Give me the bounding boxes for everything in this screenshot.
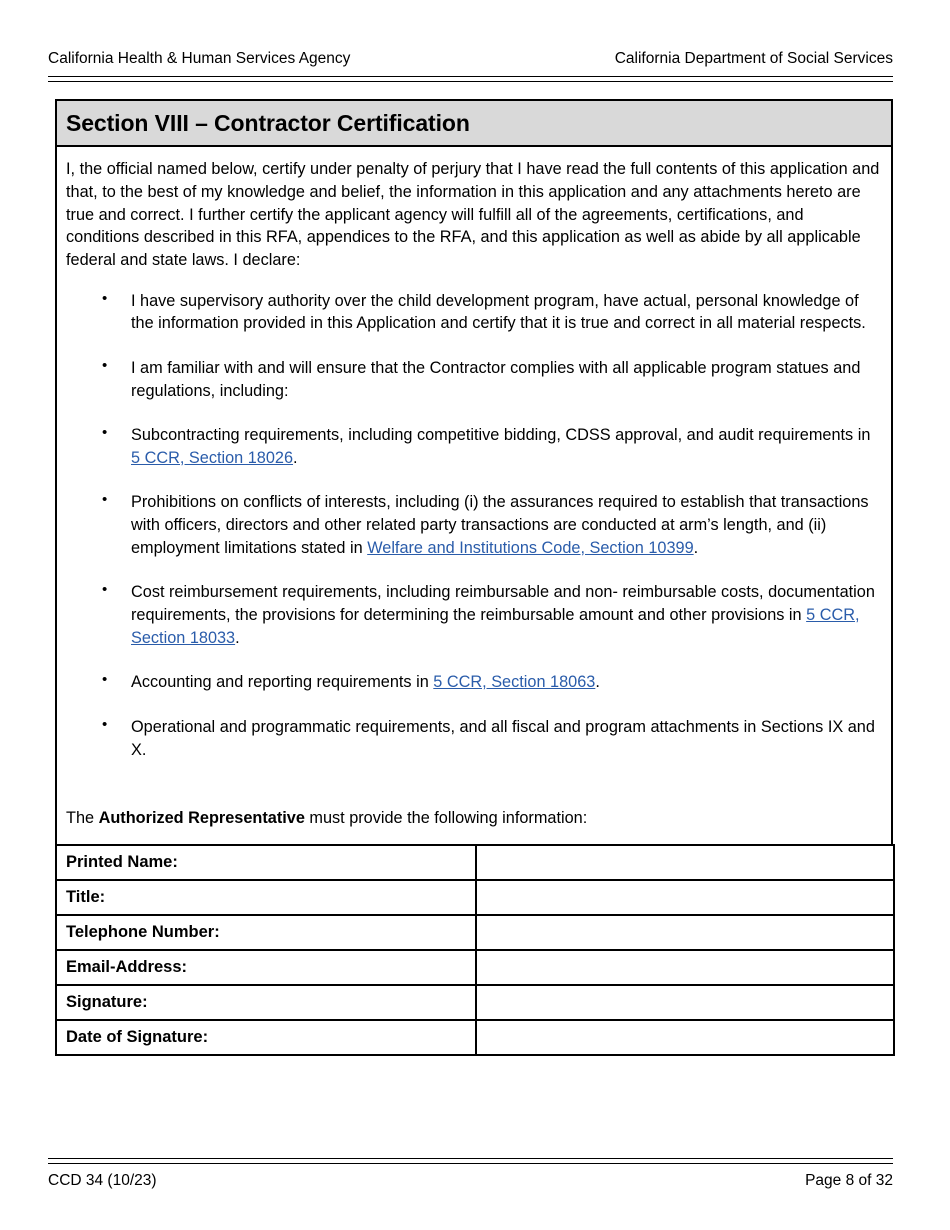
running-header: [48, 50, 893, 68]
signature-form-row: [56, 880, 894, 915]
bullet-text: Subcontracting requirements, including competitive bidding, CDSS approval, and audit requirements in: [131, 426, 871, 445]
list-bottom-spacer: [66, 761, 881, 807]
signature-field-label: Title:: [56, 880, 476, 915]
bullet-text: I have supervisory authority over the child development program, have actual, personal knowledge of the information provided in this Application and certify that it is true and correct in all material respects.: [131, 291, 866, 333]
signature-form-row: [56, 915, 894, 950]
footer-form-number: CCD 34 (10/23): [48, 1172, 157, 1189]
signature-field-label: Signature:: [56, 985, 476, 1020]
signature-form-row: [56, 845, 894, 880]
certification-body: [57, 147, 891, 843]
signature-field-input[interactable]: [476, 1020, 894, 1055]
signature-field-input[interactable]: [476, 985, 894, 1020]
bullet-text: Operational and programmatic requirements, and all fiscal and program attachments in Sections IX and X.: [131, 717, 875, 759]
bullet-text-trailing: .: [595, 673, 600, 692]
bullet-text: Cost reimbursement requirements, including reimbursable and non- reimbursable costs, documentation requirements, the provisions for determining the reimbursable amount and other provisions in: [131, 583, 875, 625]
declaration-bullet-item: [66, 491, 881, 559]
declaration-bullet-item: [66, 357, 881, 402]
footer-divider-rule: [48, 1158, 893, 1164]
bullet-text: Accounting and reporting requirements in: [131, 673, 434, 692]
auth-rep-prefix: The: [66, 809, 99, 828]
bullet-text: I am familiar with and will ensure that the Contractor complies with all applicable program statues and regulations, including:: [131, 358, 861, 400]
bullet-text-trailing: .: [293, 448, 298, 467]
bullet-point-icon: •: [102, 491, 108, 509]
bullet-point-icon: •: [102, 424, 108, 442]
regulation-link[interactable]: 5 CCR, Section 18063: [433, 673, 596, 692]
footer-page-number: Page 8 of 32: [805, 1172, 893, 1189]
header-agency-right: California Department of Social Services: [614, 50, 893, 67]
bullet-point-icon: •: [102, 289, 108, 307]
signature-form-row: [56, 1020, 894, 1055]
signature-form-body: [56, 845, 894, 1055]
bullet-text-trailing: .: [693, 538, 699, 557]
declaration-bullet-item: [66, 716, 881, 761]
declaration-bullet-item: [66, 290, 881, 335]
bullet-point-icon: •: [102, 671, 108, 689]
signature-field-label: Printed Name:: [56, 845, 476, 880]
certification-content-box: [55, 99, 893, 846]
signature-form-row: [56, 985, 894, 1020]
bullet-text-trailing: .: [235, 628, 240, 647]
regulation-link[interactable]: Welfare and Institutions Code, Section 10399: [367, 538, 694, 557]
header-agency-left: California Health & Human Services Agency: [48, 50, 351, 67]
authorized-representative-instruction: [66, 807, 881, 830]
auth-rep-suffix: must provide the following information:: [304, 809, 588, 828]
signature-field-input[interactable]: [476, 950, 894, 985]
regulation-link[interactable]: 5 CCR, Section 18026: [131, 448, 294, 467]
running-footer: [48, 1172, 893, 1190]
regulation-link[interactable]: 5 CCR, Section 18033: [131, 606, 860, 647]
bullet-point-icon: •: [102, 581, 108, 599]
declaration-bullet-item: [66, 424, 881, 469]
certification-intro-paragraph: I, the official named below, certify under penalty of perjury that I have read the full contents of this application and that, to the best of my knowledge and belief, the information in this application and any attachments hereto are true and correct. I further certify the applicant agency will fulfill all of the agreements, certifications, and conditions described in this RFA, appendices to the RFA, and this application as well as abide by all applicable federal and state laws. I declare:: [66, 160, 880, 269]
signature-field-label: Telephone Number:: [56, 915, 476, 950]
signature-form-row: [56, 950, 894, 985]
auth-rep-emphasis: Authorized Representative: [98, 809, 305, 828]
signature-field-input[interactable]: [476, 880, 894, 915]
declaration-bullet-item: [66, 581, 881, 649]
bullet-point-icon: •: [102, 356, 108, 374]
signature-field-label: Date of Signature:: [56, 1020, 476, 1055]
header-divider-rule: [48, 76, 893, 82]
declaration-bullet-item: [66, 671, 881, 694]
bullet-text: Prohibitions on conflicts of interests, including (i) the assurances required to establish that transactions with officers, directors and other related party transactions are conducted at arm’s length, and (ii) employment limitations stated in: [131, 493, 869, 557]
bullet-point-icon: •: [102, 715, 108, 733]
signature-form-table: [55, 844, 895, 1056]
declaration-bullet-list: [66, 290, 881, 762]
signature-field-input[interactable]: [476, 845, 894, 880]
signature-field-label: Email-Address:: [56, 950, 476, 985]
signature-field-input[interactable]: [476, 915, 894, 950]
section-title-bar: Section VIII – Contractor Certification: [57, 101, 891, 147]
